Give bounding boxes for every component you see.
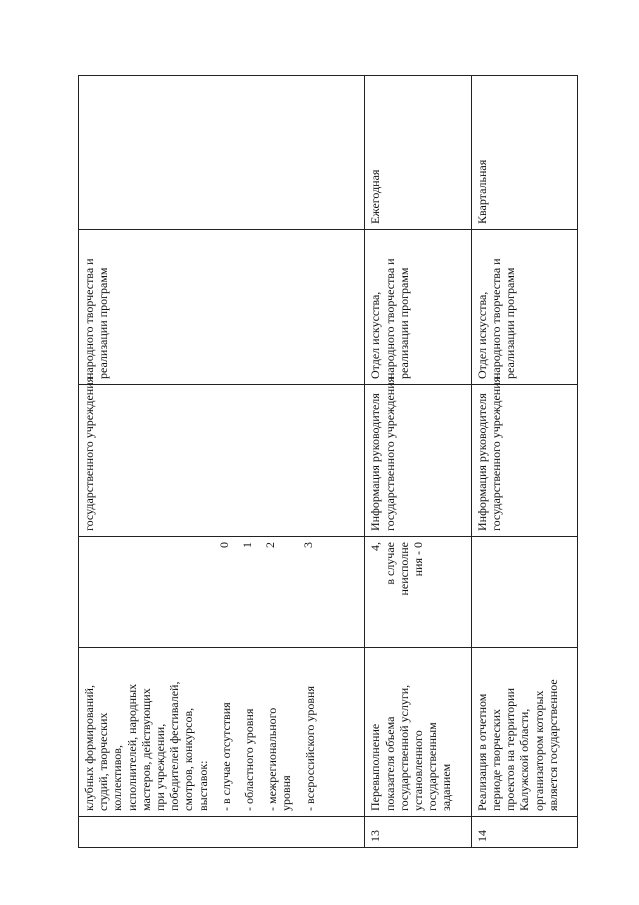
indicator-line: студий, творческих bbox=[96, 712, 111, 811]
indicator-cell bbox=[471, 648, 577, 817]
indicator-line: смотров, конкурсов, bbox=[181, 707, 196, 811]
sub-item: - в случае отсутствия bbox=[218, 702, 233, 811]
value-cell bbox=[365, 537, 471, 648]
score-value: неисполне bbox=[396, 542, 411, 596]
score-value: 3 bbox=[300, 542, 315, 548]
indicator-line: организатором которых bbox=[531, 690, 546, 811]
source-cell bbox=[365, 376, 471, 537]
source-line: государственного учреждения bbox=[488, 376, 503, 531]
indicator-line: является государственное bbox=[545, 679, 560, 811]
indicator-line: выставок: bbox=[195, 760, 210, 811]
period-cell: Ежегодная bbox=[365, 76, 471, 230]
source-line: Информация руководителя bbox=[474, 393, 489, 531]
table-row bbox=[471, 76, 577, 848]
indicator-line: при учреждении, bbox=[153, 723, 168, 811]
indicator-line: исполнителей, народных bbox=[124, 683, 139, 811]
responsible-cell bbox=[79, 230, 365, 385]
source-cell bbox=[471, 376, 577, 537]
responsible-line: Отдел искусства, bbox=[474, 291, 489, 379]
indicators-table bbox=[78, 75, 578, 848]
sub-item: - всероссийского уровня bbox=[302, 686, 317, 811]
value-cell bbox=[471, 537, 577, 648]
indicator-line: клубных формирований, bbox=[82, 685, 96, 811]
indicator-line: Калужской области, bbox=[517, 708, 532, 811]
indicator-line: государственным bbox=[425, 722, 440, 811]
period-cell bbox=[79, 76, 365, 230]
sub-item: уровня bbox=[279, 775, 294, 811]
responsible-line: реализации программ bbox=[396, 267, 411, 379]
indicator-line: коллективов, bbox=[110, 745, 125, 811]
responsible-line: Отдел искусства, bbox=[368, 291, 383, 379]
source-line: Информация руководителя bbox=[368, 393, 383, 531]
sub-item: - областного уровня bbox=[242, 708, 257, 811]
indicator-line: периоде творческих bbox=[488, 708, 503, 811]
score-value: 2 bbox=[263, 542, 278, 548]
period-cell: Квартальная bbox=[471, 76, 577, 230]
indicator-line: показателя объема bbox=[382, 716, 397, 811]
responsible-cell bbox=[365, 230, 471, 385]
source-line: государственного учреждения bbox=[82, 376, 96, 531]
source-line: государственного учреждения bbox=[382, 376, 397, 531]
row-number-cell bbox=[79, 817, 365, 848]
rotated-table-wrapper bbox=[78, 104, 578, 848]
indicator-line: государственной услуги, bbox=[396, 684, 411, 811]
row-number-cell: 14 bbox=[471, 817, 577, 848]
score-value: 1 bbox=[240, 542, 255, 548]
indicator-cell bbox=[79, 648, 365, 817]
responsible-line: реализации программ bbox=[503, 267, 518, 379]
table-row bbox=[79, 76, 365, 848]
score-value: 0 bbox=[217, 542, 231, 548]
responsible-line: реализации программ bbox=[96, 267, 111, 379]
indicator-cell bbox=[365, 648, 471, 817]
row-number-cell: 13 bbox=[365, 817, 471, 848]
score-value: 4, bbox=[368, 542, 383, 551]
responsible-line: народного творчества и bbox=[82, 258, 96, 379]
indicator-line: проектов на территории bbox=[503, 688, 518, 811]
responsible-line: народного творчества и bbox=[382, 258, 397, 379]
source-cell bbox=[79, 376, 365, 537]
indicator-line: мастеров, действующих bbox=[138, 688, 153, 811]
indicator-line: Реализация в отчетном bbox=[474, 693, 489, 811]
indicator-line: победителей фестивалей, bbox=[167, 681, 182, 811]
indicator-line: Перевыполнение bbox=[368, 723, 383, 811]
indicator-line: заданием bbox=[439, 763, 454, 811]
score-value: ния - 0 bbox=[411, 542, 426, 577]
score-value: в случае bbox=[382, 542, 397, 585]
sub-item: - межрегионального bbox=[265, 707, 280, 811]
table-row bbox=[365, 76, 471, 848]
responsible-line: народного творчества и bbox=[488, 258, 503, 379]
value-cell bbox=[79, 537, 365, 648]
indicator-line: установленного bbox=[411, 730, 426, 811]
responsible-cell bbox=[471, 230, 577, 385]
